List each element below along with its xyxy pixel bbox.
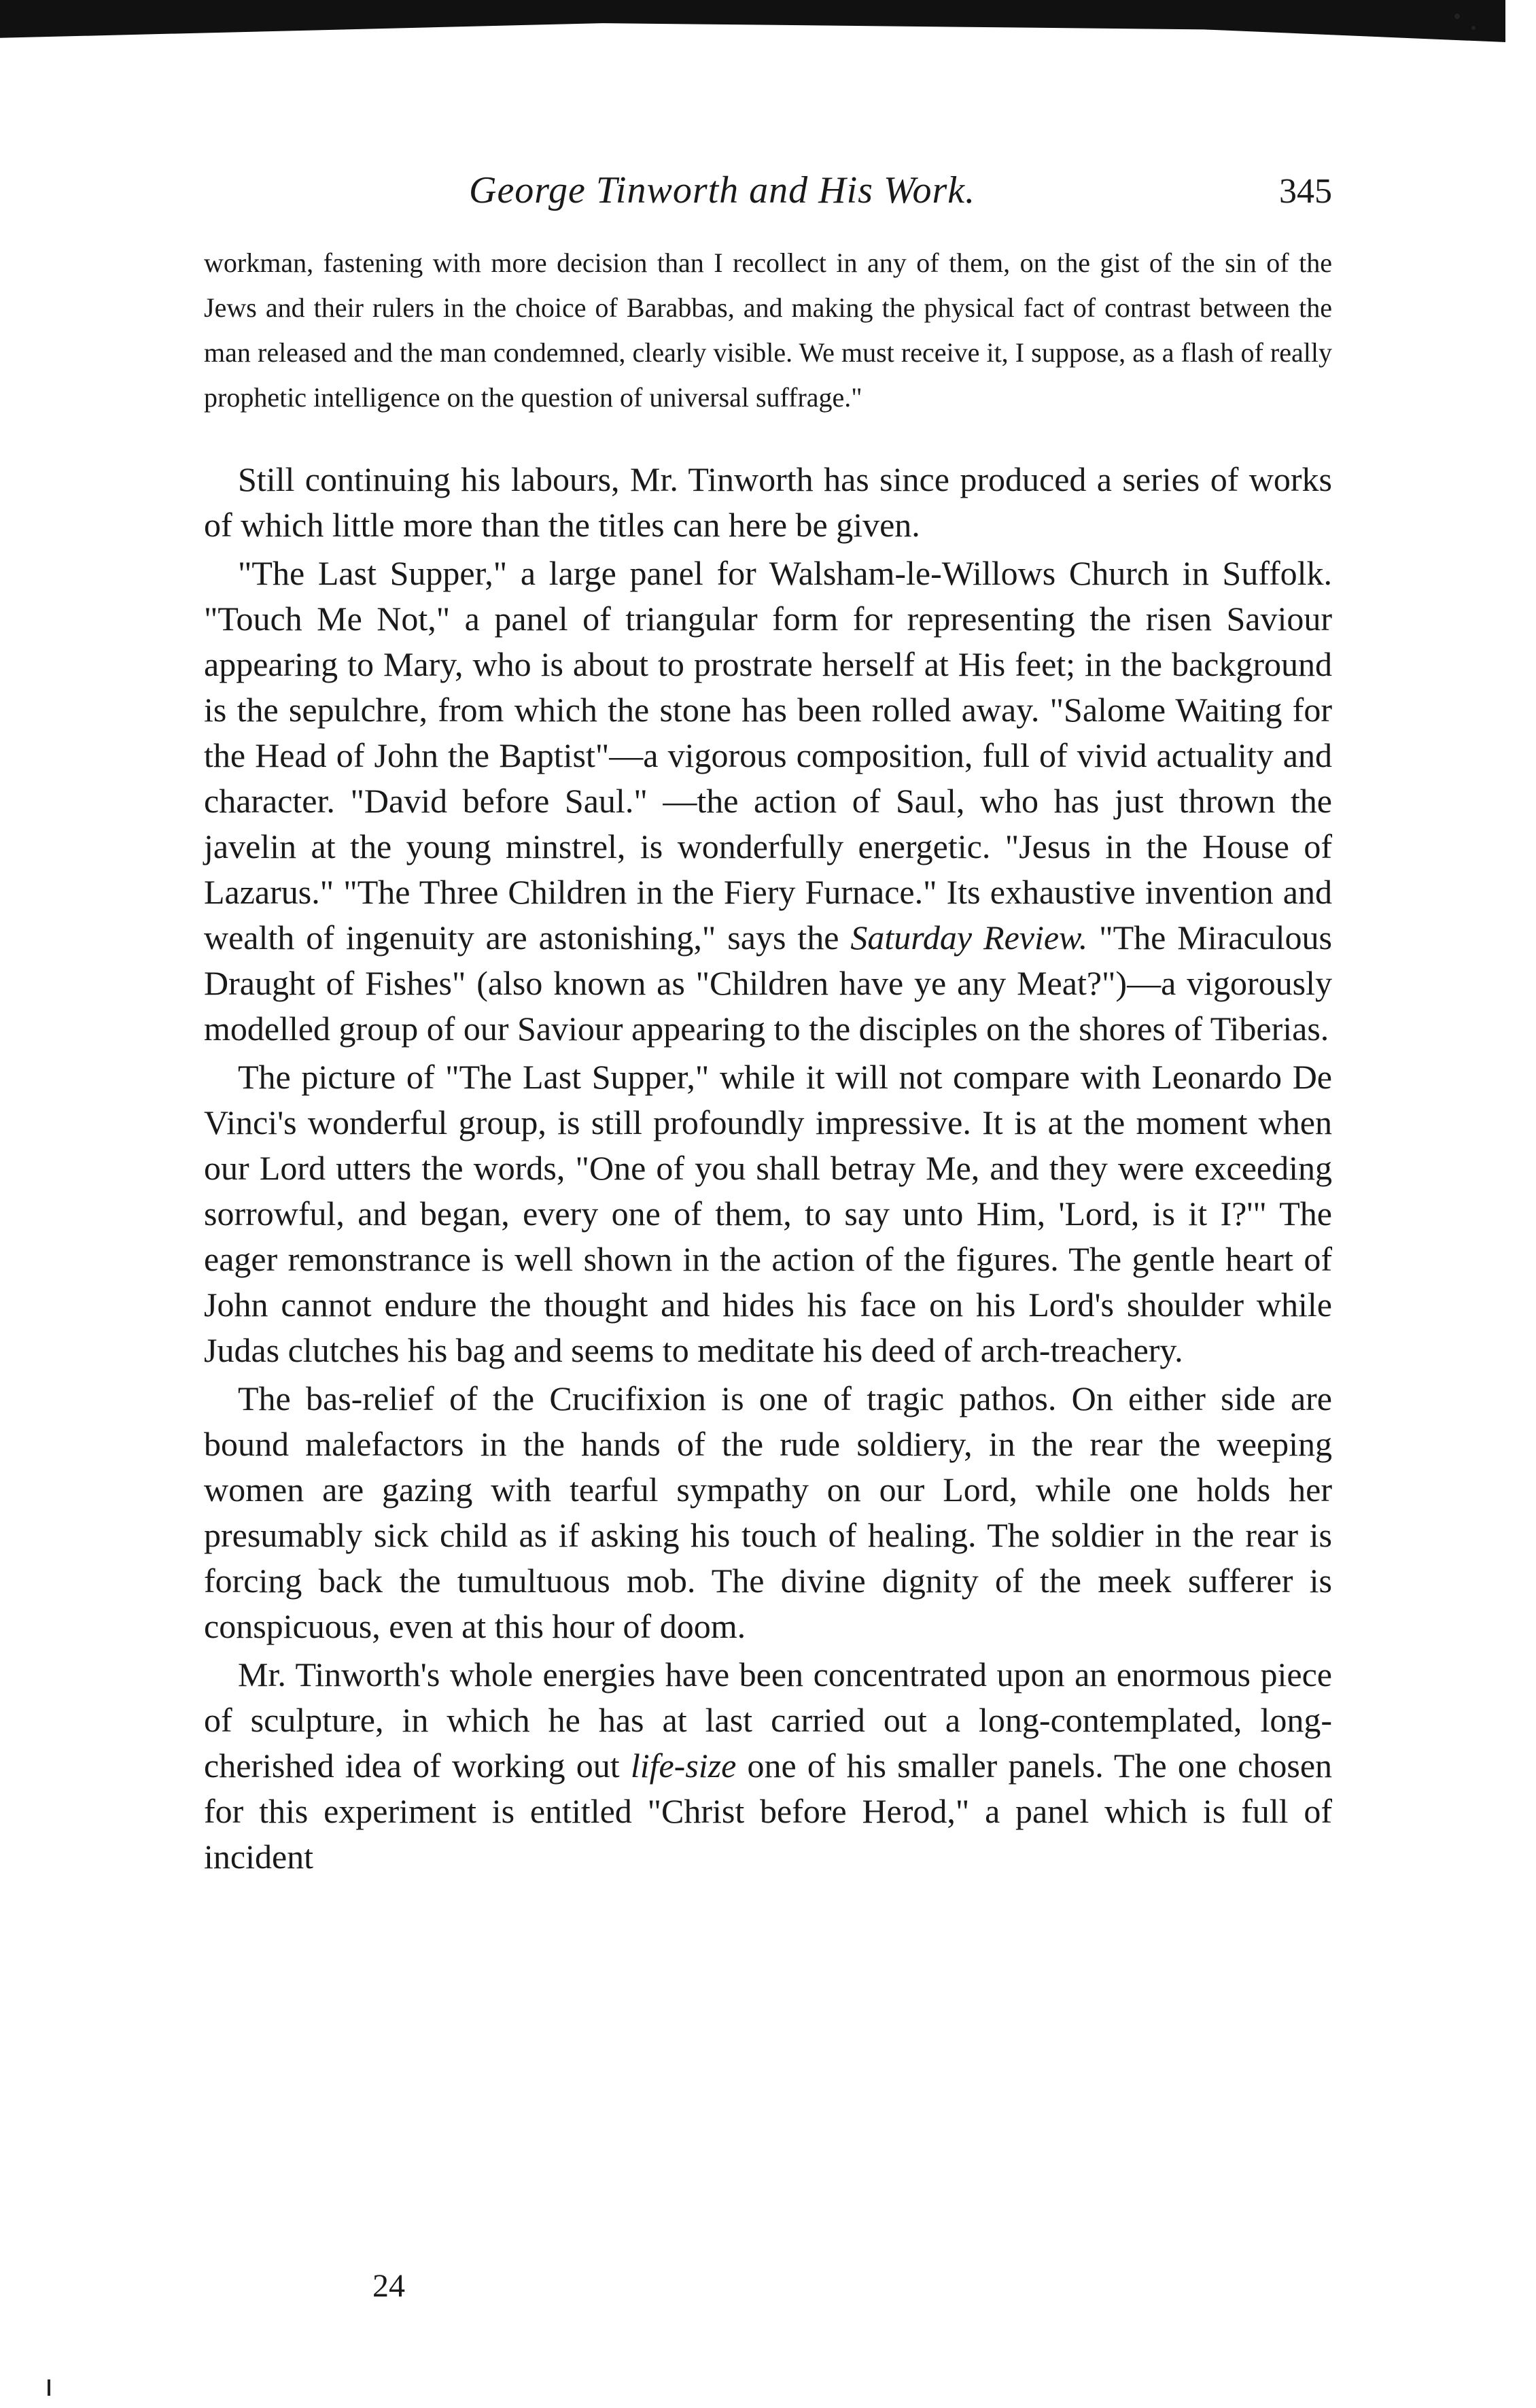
scan-edge-mark [48, 2379, 50, 2396]
paragraph-5 [204, 1652, 1332, 1880]
scan-speck [1454, 14, 1460, 19]
block-quote [204, 241, 1332, 420]
emphasis-life-size: life-size [630, 1747, 737, 1785]
paragraph-5-text-cont: one of his smaller panels. The one chosen for this experiment is entitled "Christ before Herod," a panel which is full of incident [204, 1747, 1333, 1876]
paragraph-5-text: Mr. Tinworth's whole energies have been concentrated upon an enormous piece of sculpture, in which he has at last carried out a long-contemplated, long-cherished idea of working out [204, 1655, 1332, 1785]
body-text [204, 457, 1332, 1880]
scan-edge-shadow [0, 0, 1505, 42]
paragraph-3: The picture of "The Last Supper," while it will not compare with Leonardo De Vinci's wonderful group, is still profoundly impressive. It is at the moment when our Lord utters the words, "One of you shall betray Me, and they were exceeding sorrowful, and began, every one of them, to say unto Him, 'Lord, is it I?'" The eager remonstrance is well shown in the action of the figures. The gentle heart of John cannot endure the thought and hides his face on his Lord's shoulder while Judas clutches his bag and seems to meditate his deed of arch-treachery. [204, 1058, 1332, 1369]
printer-signature-mark: 24 [372, 2268, 405, 2304]
quote-text: workman, fastening with more decision than I recollect in any of them, on the gist of the sin of the Jews and their rulers in the choice of Barabbas, and making the physical fact of contrast between the man released and the man condemned, clearly visible. We must receive it, I suppose, as a flash of really prophetic intelligence on the question of universal suffrage." [204, 247, 1332, 413]
publication-title: Saturday Review. [850, 918, 1088, 957]
page-number: 345 [1279, 172, 1332, 211]
page-header [204, 136, 1332, 218]
paragraph-2-text-cont: "The Miraculous Draught of Fishes" (also known as "Children have ye any Meat?")—a vigorously modelled group of our Saviour appearing to the disciples on the shores of Tiberias. [204, 918, 1332, 1048]
paragraph-2-text: "The Last Supper," a large panel for Walsham-le-Willows Church in Suffolk. "Touch Me Not," a panel of triangular form for representing the risen Saviour appearing to Mary, who is about to prostrate herself at His feet; in the background is the sepulchre, from which the stone has been rolled away. "Salome Waiting for the Head of John the Baptist"—a vigorous composition, full of vivid actuality and character. "David before Saul." —the action of Saul, who has just thrown the javelin at the young minstrel, is wonderfully energetic. "Jesus in the House of Lazarus." "The Three Children in the Fiery Furnace." Its exhaustive invention and wealth of ingenuity are astonishing," says the [204, 554, 1332, 957]
paragraph-2 [204, 551, 1332, 1052]
scan-speck [1471, 26, 1476, 30]
paragraph-1: Still continuing his labours, Mr. Tinworth has since produced a series of works of which little more than the titles can here be given. [204, 460, 1332, 544]
book-page [204, 136, 1332, 1880]
running-title: George Tinworth and His Work. [469, 169, 976, 211]
paragraph-4: The bas-relief of the Crucifixion is one of tragic pathos. On either side are bound malefactors in the hands of the rude soldiery, in the rear the weeping women are gazing with tearful sympathy on our Lord, while one holds her presumably sick child as if asking his touch of healing. The soldier in the rear is forcing back the tumultuous mob. The divine dignity of the meek sufferer is conspicuous, even at this hour of doom. [204, 1379, 1332, 1645]
